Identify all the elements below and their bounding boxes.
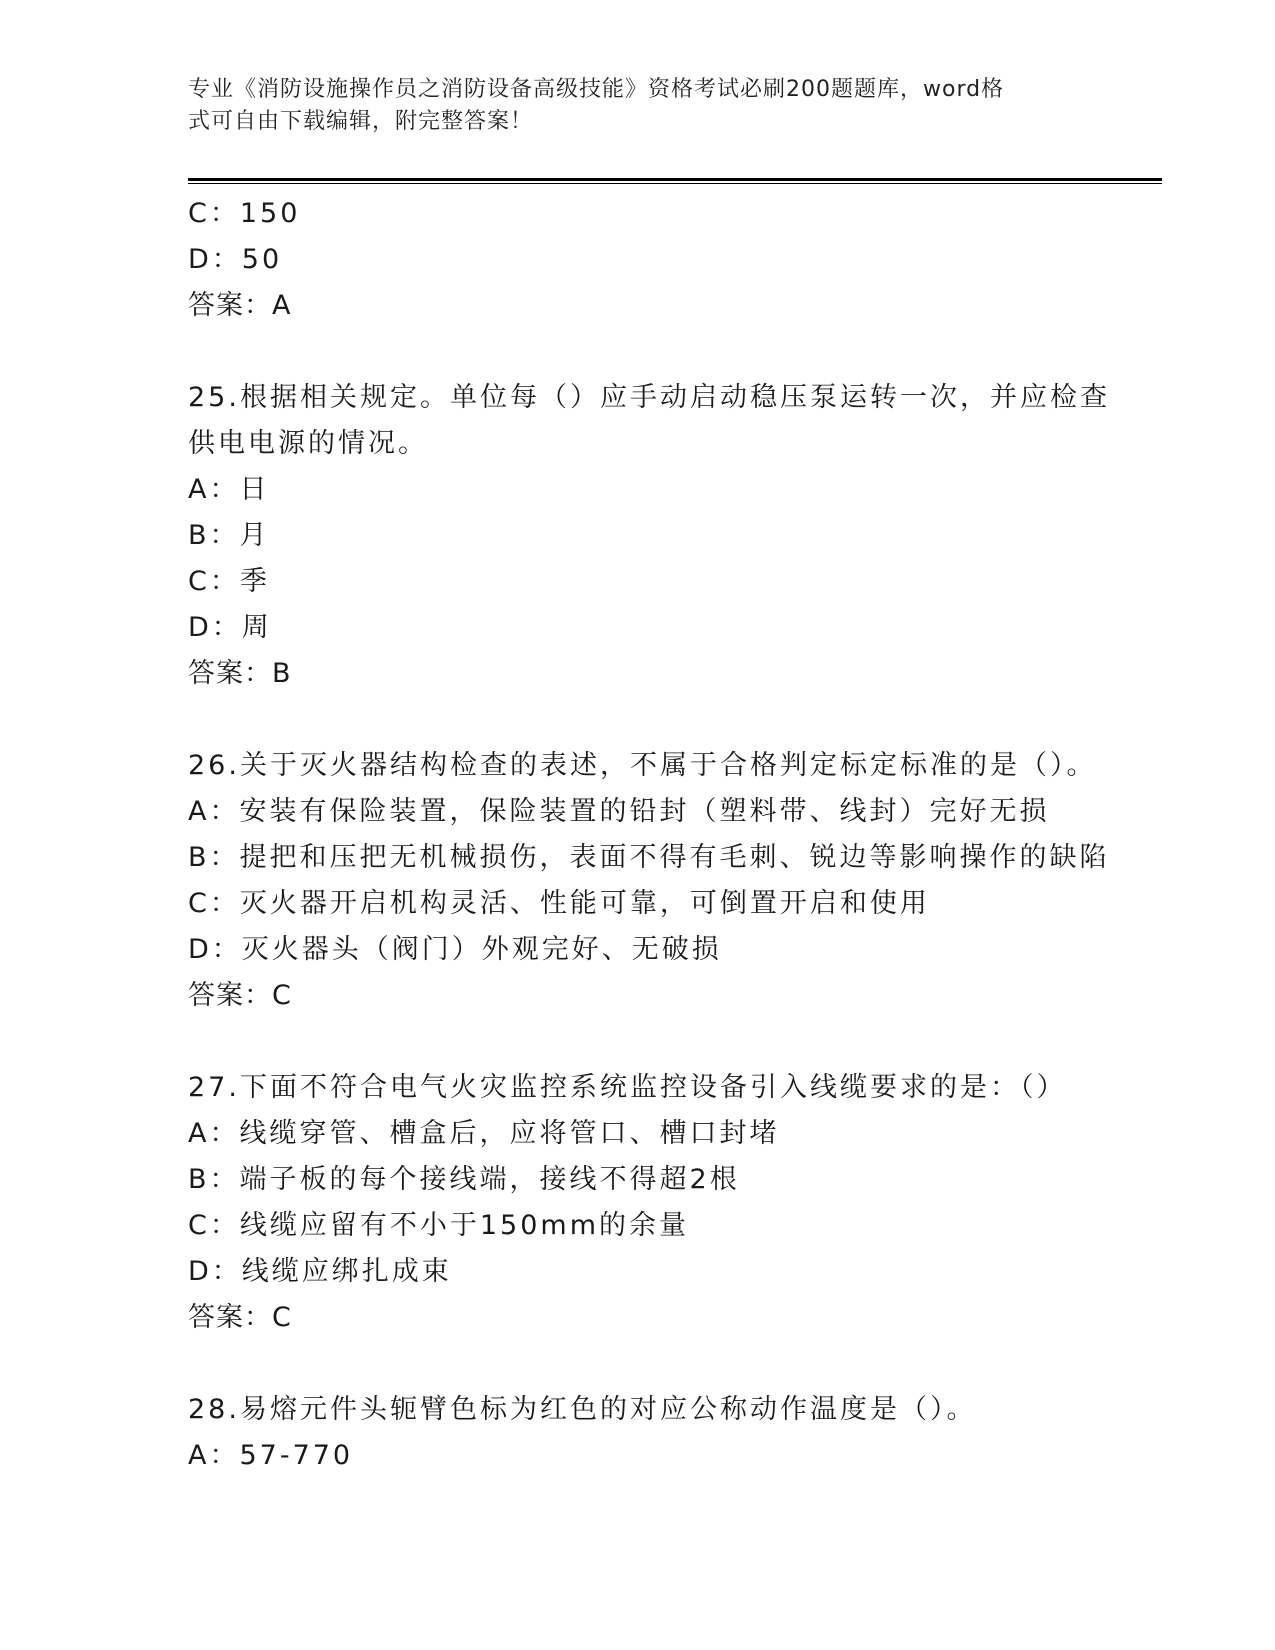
header-line-1: 专业《消防设施操作员之消防设备高级技能》资格考试必刷200题题库，word格 [188, 77, 1005, 102]
option-a: A：57-770 [188, 1440, 354, 1471]
spacer [188, 1019, 1128, 1065]
question-stem: 25.根据相关规定。单位每（）应手动启动稳压泵运转一次，并应检查 [188, 382, 1110, 413]
header-line-2: 式可自由下载编辑，附完整答案！ [188, 109, 534, 134]
option-c: C：线缆应留有不小于150mm的余量 [188, 1210, 689, 1241]
option-d: D：灭火器头（阀门）外观完好、无破损 [188, 934, 722, 965]
option-a: A：日 [188, 474, 270, 505]
answer: 答案：B [188, 658, 292, 689]
spacer [188, 329, 1128, 375]
header-divider-thick [188, 178, 1162, 181]
option-c: C：150 [188, 198, 301, 229]
answer: 答案：A [188, 290, 292, 321]
option-b: B：端子板的每个接线端，接线不得超2根 [188, 1164, 740, 1195]
question-stem-continued: 供电电源的情况。 [188, 428, 428, 459]
question-27 [188, 1065, 1128, 1341]
option-c: C：季 [188, 566, 270, 597]
option-d: D：周 [188, 612, 272, 643]
option-d: D：50 [188, 244, 283, 275]
spacer [188, 1341, 1128, 1387]
option-b: B：提把和压把无机械损伤，表面不得有毛刺、锐边等影响操作的缺陷 [188, 842, 1110, 873]
option-b: B：月 [188, 520, 270, 551]
document-header [188, 74, 1068, 138]
question-28 [188, 1387, 1128, 1479]
option-c: C：灭火器开启机构灵活、性能可靠，可倒置开启和使用 [188, 888, 930, 919]
question-26 [188, 743, 1128, 1019]
spacer [188, 697, 1128, 743]
question-stem: 26.关于灭火器结构检查的表述，不属于合格判定标定标准的是（）。 [188, 750, 1097, 781]
question-25 [188, 375, 1128, 697]
question-stem: 27.下面不符合电气火灾监控系统监控设备引入线缆要求的是：（） [188, 1072, 1067, 1103]
question-24-tail [188, 191, 1128, 329]
answer: 答案：C [188, 1302, 292, 1333]
document-body [188, 191, 1128, 1479]
header-divider-thin [188, 183, 1162, 184]
option-a: A：安装有保险装置，保险装置的铅封（塑料带、线封）完好无损 [188, 796, 1050, 827]
question-stem: 28.易熔元件头轭臂色标为红色的对应公称动作温度是（）。 [188, 1394, 977, 1425]
option-d: D：线缆应绑扎成束 [188, 1256, 452, 1287]
option-a: A：线缆穿管、槽盒后，应将管口、槽口封堵 [188, 1118, 780, 1149]
answer: 答案：C [188, 980, 292, 1011]
